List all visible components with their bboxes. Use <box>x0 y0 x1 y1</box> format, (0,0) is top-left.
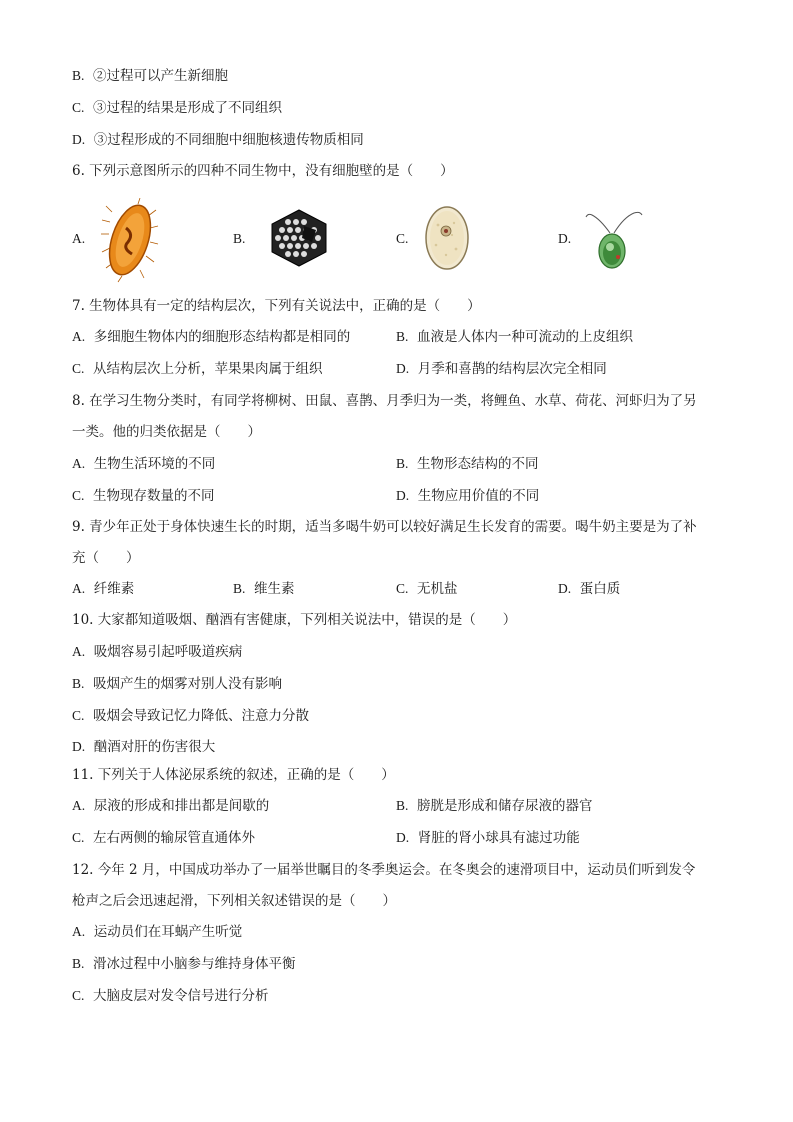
option-label: B. <box>233 581 246 596</box>
q12-option-a <box>72 923 242 941</box>
option-label: D. <box>72 132 86 147</box>
option-label: A. <box>72 924 86 939</box>
option-text: ③过程的结果是形成了不同组织 <box>92 100 282 116</box>
option-label: C. <box>72 988 85 1003</box>
q10-option-b <box>72 675 282 693</box>
option-text: 生物现存数量的不同 <box>92 488 215 504</box>
question-10-stem: 10. 大家都知道吸烟、酗酒有害健康，下列相关说法中，错误的是（ ） <box>72 612 517 628</box>
option-label: B. <box>396 329 409 344</box>
option-text: 吸烟会导致记忆力降低、注意力分散 <box>92 708 309 724</box>
option-text: 纤维素 <box>93 581 135 597</box>
option-text: ③过程形成的不同细胞中细胞核遗传物质相同 <box>93 132 364 148</box>
yeast-cell-icon <box>424 205 470 271</box>
option-label: C. <box>72 361 85 376</box>
q11-option-d <box>396 829 580 847</box>
option-label: D. <box>396 488 410 503</box>
option-label: D. <box>558 581 572 596</box>
q8-option-d <box>396 487 539 505</box>
q12-option-c <box>72 987 268 1005</box>
option-text: 膀胱是形成和储存尿液的器官 <box>416 798 593 814</box>
q7-option-d <box>396 360 607 378</box>
q6-option-d-label: D. <box>558 231 572 246</box>
q10-option-d <box>72 738 215 756</box>
option-label: A. <box>72 329 86 344</box>
option-label: B. <box>72 68 85 83</box>
q10-option-c <box>72 707 309 725</box>
option-text: 吸烟产生的烟雾对别人没有影响 <box>92 676 282 692</box>
q6-option-a-label: A. <box>72 231 86 246</box>
question-8-stem-line2: 一类。他的归类依据是（ ） <box>72 424 261 440</box>
option-label: D. <box>396 361 410 376</box>
option-text: 运动员们在耳蜗产生听觉 <box>93 924 243 940</box>
question-11-stem: 11. 下列关于人体泌尿系统的叙述，正确的是（ ） <box>72 767 395 783</box>
q11-option-b <box>396 797 592 815</box>
option-label: B. <box>396 456 409 471</box>
option-text: 蛋白质 <box>579 581 621 597</box>
option-text: 吸烟容易引起呼吸道疾病 <box>93 644 243 660</box>
q6-option-c-label: C. <box>396 231 409 246</box>
option-text: 月季和喜鹊的结构层次完全相同 <box>417 361 607 377</box>
option-text: 生物形态结构的不同 <box>416 456 539 472</box>
prev-option-c <box>72 99 282 117</box>
q11-option-a <box>72 797 269 815</box>
q10-option-a <box>72 643 242 661</box>
q9-option-c <box>396 580 457 598</box>
option-text: 生物应用价值的不同 <box>417 488 540 504</box>
option-label: C. <box>396 581 409 596</box>
option-text: 大脑皮层对发令信号进行分析 <box>92 988 269 1004</box>
option-label: A. <box>72 456 86 471</box>
option-label: A. <box>72 581 86 596</box>
question-7-stem: 7. 生物体具有一定的结构层次，下列有关说法中，正确的是（ ） <box>72 298 481 314</box>
prev-option-b <box>72 67 228 85</box>
chlamydomonas-icon <box>584 205 644 271</box>
question-9-stem-line2: 充（ ） <box>72 550 140 566</box>
option-text: 酗酒对肝的伤害很大 <box>93 739 216 755</box>
option-text: 无机盐 <box>416 581 458 597</box>
q12-option-b <box>72 955 295 973</box>
question-8-stem-line1: 8. 在学习生物分类时，有同学将柳树、田鼠、喜鹊、月季归为一类，将鲤鱼、水草、荷花、河虾归为了另 <box>72 393 697 409</box>
q9-option-b <box>233 580 294 598</box>
q8-option-a <box>72 455 215 473</box>
option-label: A. <box>72 798 86 813</box>
option-text: 左右两侧的输尿管直通体外 <box>92 830 255 846</box>
option-label: C. <box>72 708 85 723</box>
option-text: ②过程可以产生新细胞 <box>92 68 228 84</box>
virus-icon <box>268 208 330 268</box>
q7-option-c <box>72 360 322 378</box>
option-text: 滑冰过程中小脑参与维持身体平衡 <box>92 956 296 972</box>
option-text: 维生素 <box>253 581 295 597</box>
option-label: B. <box>396 798 409 813</box>
option-text: 生物生活环境的不同 <box>93 456 216 472</box>
question-12-stem-line2: 枪声之后会迅速起滑，下列相关叙述错误的是（ ） <box>72 893 396 909</box>
option-label: B. <box>72 676 85 691</box>
option-text: 从结构层次上分析，苹果果肉属于组织 <box>92 361 323 377</box>
option-label: C. <box>72 488 85 503</box>
option-text: 尿液的形成和排出都是间歇的 <box>93 798 270 814</box>
option-text: 血液是人体内一种可流动的上皮组织 <box>416 329 633 345</box>
option-label: B. <box>72 956 85 971</box>
option-text: 肾脏的肾小球具有滤过功能 <box>417 830 580 846</box>
question-12-stem-line1: 12. 今年 2 月，中国成功举办了一届举世瞩目的冬季奥运会。在冬奥会的速滑项目中，运动员们听到发令 <box>72 862 696 878</box>
option-label: A. <box>72 644 86 659</box>
bacterium-icon <box>100 198 160 284</box>
option-label: C. <box>72 100 85 115</box>
q8-option-c <box>72 487 214 505</box>
option-label: D. <box>72 739 86 754</box>
prev-option-d <box>72 131 364 149</box>
question-6-stem: 6. 下列示意图所示的四种不同生物中，没有细胞壁的是（ ） <box>72 163 454 179</box>
q9-option-d <box>558 580 620 598</box>
option-label: D. <box>396 830 410 845</box>
q9-option-a <box>72 580 134 598</box>
q7-option-a <box>72 328 350 346</box>
option-label: C. <box>72 830 85 845</box>
q8-option-b <box>396 455 538 473</box>
question-9-stem-line1: 9. 青少年正处于身体快速生长的时期，适当多喝牛奶可以较好满足生长发育的需要。喝牛奶主要是为了补 <box>72 519 697 535</box>
q6-option-b-label: B. <box>233 231 246 246</box>
q11-option-c <box>72 829 255 847</box>
q7-option-b <box>396 328 633 346</box>
option-text: 多细胞生物体内的细胞形态结构都是相同的 <box>93 329 351 345</box>
